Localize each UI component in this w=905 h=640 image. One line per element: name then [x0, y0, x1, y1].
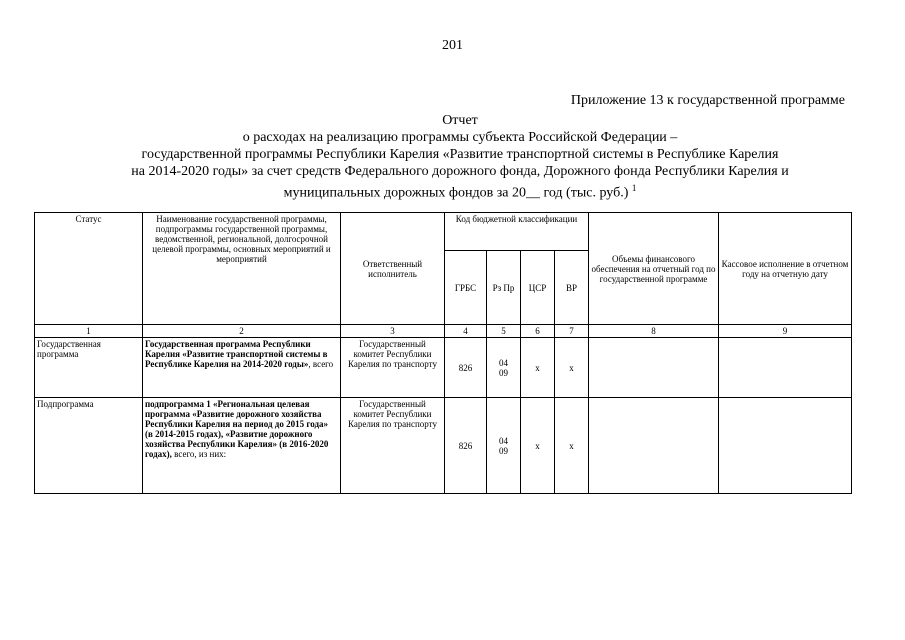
- col-num: 9: [719, 325, 852, 338]
- row-rz: 04: [499, 435, 508, 446]
- row-status: Государственная программа: [35, 338, 143, 398]
- row-name-tail: , всего: [308, 359, 334, 369]
- row-name-bold: подпрограмма 1 «Региональная целевая программа «Развитие дорожного хозяйства Республики Карелия на период до 2015 года» (в 2014-2015 годах), «Развитие дорожного хозяйства Республики Карелия» (в 2016-2020 годах),: [145, 399, 329, 459]
- row-executor: Государственный комитет Республики Карелия по транспорту: [341, 398, 445, 494]
- title-line-2: о расходах на реализацию программы субъекта Российской Федерации –: [242, 130, 678, 145]
- title-line-4: на 2014-2020 годы» за счет средств Федерального дорожного фонда, Дорожного фонда Республики Карелия и: [131, 164, 789, 179]
- col-num: 7: [555, 325, 589, 338]
- expenses-table: [34, 212, 852, 494]
- col-num: 5: [487, 325, 521, 338]
- col-num: 4: [445, 325, 487, 338]
- row-executor: Государственный комитет Республики Карелия по транспорту: [341, 338, 445, 398]
- col-num: 2: [143, 325, 341, 338]
- title-line-1: Отчет: [442, 113, 478, 128]
- row-rzpr: [487, 398, 521, 494]
- table-row: [35, 398, 852, 494]
- page-number: 201: [442, 38, 463, 53]
- header-status: Статус: [35, 213, 143, 325]
- row-name: [143, 338, 341, 398]
- header-csr: ЦСР: [521, 251, 555, 325]
- row-cash: [719, 338, 852, 398]
- row-volume: [589, 398, 719, 494]
- row-grbs: 826: [445, 398, 487, 494]
- row-cash: [719, 398, 852, 494]
- row-volume: [589, 338, 719, 398]
- row-pr: 09: [499, 367, 508, 378]
- row-grbs: 826: [445, 338, 487, 398]
- col-num: 3: [341, 325, 445, 338]
- row-vr: x: [555, 398, 589, 494]
- table-row: [35, 338, 852, 398]
- appendix-label: Приложение 13 к государственной программе: [570, 93, 845, 108]
- row-name-bold: Государственная программа Республики Карелия «Развитие транспортной системы в Республике Карелия на 2014-2020 годы»: [145, 339, 328, 369]
- row-pr: 09: [499, 445, 508, 456]
- header-budget-classification: Код бюджетной классификации: [445, 213, 589, 251]
- header-rzpr: Рз Пр: [487, 251, 521, 325]
- header-row-1: [35, 213, 852, 251]
- row-name-tail: всего, из них:: [171, 449, 227, 459]
- header-cash: Кассовое исполнение в отчетном году на отчетную дату: [719, 213, 852, 325]
- title-line-3: государственной программы Республики Карелия «Развитие транспортной системы в Республике Карелия: [141, 147, 779, 162]
- header-name: Наименование государственной программы, подпрограммы государственной программы, ведомственной, региональной, долгосрочной целевой программы, основных мероприятий и мероприятий: [143, 213, 341, 325]
- col-num: 6: [521, 325, 555, 338]
- footnote-mark: 1: [631, 183, 637, 193]
- column-number-row: [35, 325, 852, 338]
- row-vr: x: [555, 338, 589, 398]
- col-num: 1: [35, 325, 143, 338]
- header-vr: ВР: [555, 251, 589, 325]
- header-volume: Объемы финансового обеспечения на отчетный год по государственной программе: [589, 213, 719, 325]
- row-name: [143, 398, 341, 494]
- title-line-5-text: муниципальных дорожных фондов за 20__ год (тыс. руб.): [283, 185, 629, 201]
- row-rzpr: [487, 338, 521, 398]
- header-grbs: ГРБС: [445, 251, 487, 325]
- row-csr: x: [521, 398, 555, 494]
- row-status: Подпрограмма: [35, 398, 143, 494]
- header-executor: Ответственный исполнитель: [341, 213, 445, 325]
- row-csr: x: [521, 338, 555, 398]
- col-num: 8: [589, 325, 719, 338]
- title-line-5: [80, 180, 840, 202]
- report-title: [80, 112, 840, 202]
- row-rz: 04: [499, 357, 508, 368]
